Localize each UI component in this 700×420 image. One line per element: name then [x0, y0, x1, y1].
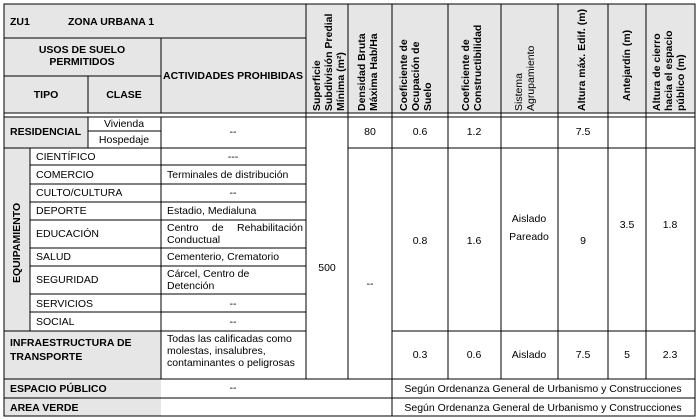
cierre-value: 1.8: [662, 219, 678, 231]
usos-header: USOS DE SUELO PERMITIDOS: [38, 44, 126, 68]
espacio-publico-nota: Según Ordenanza General de Urbanismo y Construcciones: [404, 383, 682, 395]
clase-cell: COMERCIO: [36, 169, 94, 181]
residencial-densidad: 80: [364, 126, 376, 138]
residencial-coef-ocupacion: 0.6: [412, 126, 428, 138]
residencial-actividades: --: [229, 126, 237, 138]
infraestructura-altura: 7.5: [575, 349, 591, 361]
altura-header: Altura máx. Edif. (m): [576, 8, 588, 111]
actividad-cell: --: [229, 298, 237, 310]
infraestructura-sistema: Aislado: [511, 349, 547, 361]
actividad-cell: Estadio, Medialuna: [167, 205, 257, 217]
espacio-publico-actividades: --: [229, 382, 237, 394]
equipamiento-densidad: --: [366, 278, 374, 290]
clase-header: CLASE: [106, 89, 142, 101]
clase-cell: DEPORTE: [36, 205, 87, 217]
clase-cell: SALUD: [36, 251, 72, 263]
espacio-publico-tipo: ESPACIO PÚBLICO: [10, 383, 107, 395]
residencial-altura: 7.5: [575, 126, 591, 138]
infraestructura-antejardin: 5: [624, 349, 630, 361]
infraestructura-coef-constructibilidad: 0.6: [466, 349, 482, 361]
area-verde-nota: Según Ordenanza General de Urbanismo y Construcciones: [404, 402, 682, 414]
area-verde-tipo: AREA VERDE: [10, 402, 79, 414]
clase-cell: SEGURIDAD: [36, 274, 99, 286]
actividad-cell: ---: [227, 151, 239, 163]
actividad-cell: Centro de Rehabilitación Conductual: [167, 222, 303, 246]
clase-cell: CULTO/CULTURA: [36, 187, 123, 199]
residencial-tipo: RESIDENCIAL: [10, 126, 82, 138]
coef-ocupacion-header: Coeficiente de Ocupación de Suelo: [398, 39, 434, 111]
densidad-header: Densidad Bruta Máxima Hab/Ha: [356, 33, 380, 111]
sistema-header: Sistema Agrupamiento: [513, 45, 537, 111]
equipamiento-altura: 9: [580, 235, 586, 247]
residencial-clase: Hospedaje: [98, 134, 150, 146]
equipamiento-sistema: Aislado Pareado: [509, 213, 549, 243]
superficie-header: Superficie Subdivisión Predial Mínima (m²): [311, 13, 347, 111]
residencial-coef-constructibilidad: 1.2: [466, 126, 482, 138]
zone-name: ZONA URBANA 1: [68, 16, 155, 28]
infraestructura-tipo: INFRAESTRUCTURA DE TRANSPORTE: [10, 337, 132, 363]
coef-constructibilidad-header: Coeficiente de Constructibilidad: [460, 24, 484, 111]
actividad-cell: Terminales de distribución: [167, 169, 289, 181]
infraestructura-coef-ocupacion: 0.3: [412, 349, 428, 361]
clase-cell: EDUCACIÓN: [36, 228, 100, 240]
equipamiento-tipo: EQUIPAMIENTO: [11, 202, 23, 283]
antejardin-value: 3.5: [619, 219, 635, 231]
cierre-header: Altura de cierro hacia el espacio público (m): [651, 30, 687, 111]
clase-cell: CIENTÍFICO: [36, 151, 96, 163]
infraestructura-actividades: Todas las calificadas como molestas, insalubres, contaminantes o peligrosas: [167, 333, 295, 369]
actividad-cell: Cárcel, Centro de Detención: [167, 268, 250, 292]
clase-cell: SERVICIOS: [36, 298, 93, 310]
tipo-header: TIPO: [33, 89, 59, 101]
superficie-value: 500: [318, 262, 336, 274]
antejardin-header: Antejardín (m): [621, 29, 633, 101]
actividades-header: ACTIVIDADES PROHIBIDAS: [162, 70, 304, 82]
residencial-clase: Vivienda: [103, 118, 145, 130]
infraestructura-cierre: 2.3: [662, 349, 678, 361]
actividad-cell: --: [229, 316, 237, 328]
actividad-cell: Cementerio, Crematorio: [167, 251, 280, 263]
equipamiento-coef-constructibilidad: 1.6: [466, 235, 482, 247]
clase-cell: SOCIAL: [36, 316, 75, 328]
equipamiento-coef-ocupacion: 0.8: [412, 235, 428, 247]
zone-code: ZU1: [10, 16, 30, 28]
actividad-cell: --: [229, 187, 237, 199]
